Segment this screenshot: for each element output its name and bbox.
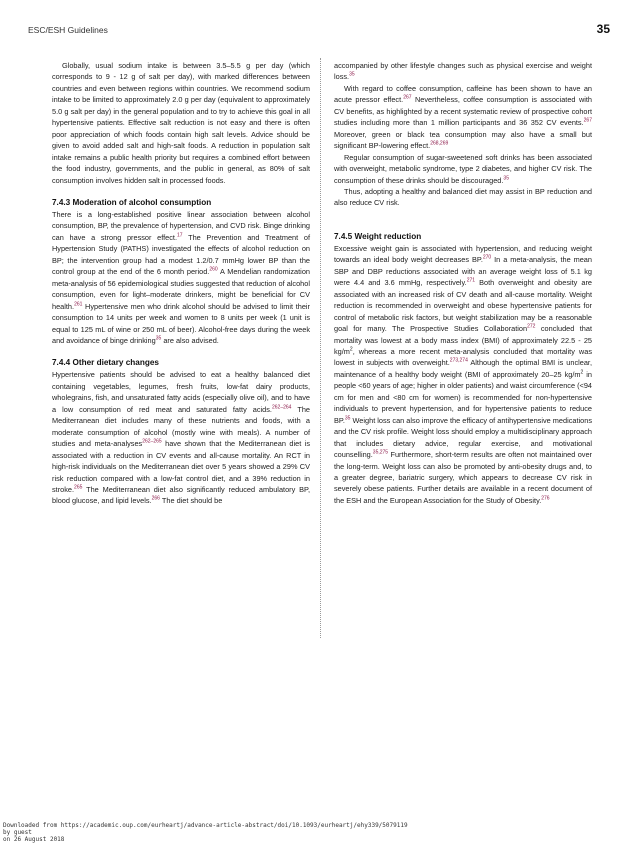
superscript: 2	[580, 369, 584, 376]
download-footer	[3, 822, 408, 843]
diet-continuation-paragraph: accompanied by other lifestyle changes such as physical exercise and weight loss.$^{35}$	[334, 61, 592, 82]
citation[interactable]: 35	[155, 335, 162, 342]
citation[interactable]: 35	[344, 415, 351, 422]
citation[interactable]: 272	[527, 323, 536, 330]
citation[interactable]: 261	[74, 301, 83, 308]
superscript: 2	[349, 346, 353, 353]
right-column	[334, 60, 592, 506]
citation[interactable]: 17	[176, 232, 183, 239]
citation[interactable]: 266	[151, 495, 160, 502]
citation[interactable]: 267	[403, 94, 412, 101]
left-column	[52, 60, 310, 507]
section-heading-alcohol: 7.4.3 Moderation of alcohol consumption	[52, 197, 212, 207]
page-number: 35	[596, 22, 610, 36]
citation[interactable]: 265	[74, 484, 83, 491]
salt-paragraph: Globally, usual sodium intake is between 3.5–5.5 g per day (which corresponds to 9 - 12 g of salt per day), with marked differences between countries and even between regions within countries. We recommend sodium intake to be limited to approximately 2.0 g per day (equivalent to approximately 5.0 g salt per day) in the general population and to try to achieve this goal in all hypertensive patients. Effective salt reduction is not easy and there is often poor appreciation of which foods contain high salt levels. Advice should be given to avoid added salt and high-salt foods. A reduction in population salt intake remains a public health priority but requires a combined effort between the food industry, governments, and the public in general, as 80% of salt consumption involves hidden salt in processed foods.	[52, 61, 310, 185]
citation[interactable]: 262–264	[271, 404, 292, 411]
citation[interactable]: 273,274	[449, 357, 468, 364]
footer-line: by guest	[3, 829, 32, 836]
section-heading-diet: 7.4.4 Other dietary changes	[52, 358, 159, 368]
citation[interactable]: 260	[209, 266, 218, 273]
citation[interactable]: 35	[503, 175, 509, 182]
citation[interactable]: 270	[482, 254, 492, 261]
citation[interactable]: 35,275	[372, 449, 389, 456]
citation[interactable]: 35	[349, 72, 355, 79]
citation[interactable]: 267	[583, 117, 592, 124]
balanced-diet-paragraph: Thus, adopting a healthy and balanced diet may assist in BP reduction and also reduce CV risk.	[334, 186, 592, 208]
footer-line: on 26 August 2018	[3, 836, 65, 843]
column-divider	[320, 58, 321, 638]
coffee-paragraph: With regard to coffee consumption, caffeine has been shown to have an acute pressor effect.$^{267}$ Nevertheless, coffee consumption is associated with CV benefits, as highlighted by a recent systematic review of prospective cohort studies including more than 1 million participants and 36 352 CV events.$^{267}$ Moreover, green or black tea consumption may also have a small but significant BP-lowering effect.$^{268,269}$	[334, 83, 592, 151]
weight-paragraph: Excessive weight gain is associated with hypertension, and reducing weight towards an ideal body weight decreases BP.$^{270}$ In a meta-analysis, the mean SBP and DBP reductions associated with an average weight loss of 5.1 kg were 4.4 and 3.6 mmHg, respectively.$^{271}$ Both overweight and obesity are associated with an increased risk of CV death and all-cause mortality. Weight reduction is recommended in overweight and obese hypertensive patients for control of metabolic risk factors, but weight stabilization may be a reasonable goal for many. The Prospective Studies Collaboration$^{272}$ concluded that mortality was lowest at a body mass index (BMI) of approximately 22.5 - 25 $kg/m^2$, whereas a more recent meta-analysis concluded that mortality was lowest in subjects with overweight.$^{273,274}$ Although the optimal BMI is unclear, maintenance of a healthy body weight (BMI of approximately 20–25 $kg/m^2$ in people <60 years of age; higher in older patients) and waist circumference (<94 cm for men and <80 cm for women) is recommended for non-hypertensive individuals to prevent hypertension, and for hypertensive patients to reduce BP.$^{35}$ Weight loss can also improve the efficacy of antihypertensive medications and the CV risk profile. Weight loss should employ a multidisciplinary approach that includes dietary advice, regular exercise, and motivational counselling.$^{35,275}$ Furthermore, short-term results are often not maintained over the long-term. Weight loss can also be promoted by anti-obesity drugs and, to a greater degree, bariatric surgery, which appears to decrease CV risk in severely obese patients. Further details are available in a recent document of the ESH and the European Association for the Study of Obesity.$^{276}$	[334, 243, 593, 505]
citation[interactable]: 262–265	[142, 438, 162, 445]
page-header	[28, 22, 610, 38]
diet-paragraph: Hypertensive patients should be advised to eat a healthy balanced diet containing vegetables, legumes, fresh fruits, low-fat dairy products, wholegrains, fish, and unsaturated fatty acids (especially olive oil), and to have a low consumption of red meat and saturated fatty acids.$^{262-264}$ The Mediterranean diet includes many of these nutrients and foods, with a moderate consumption of alcohol (mostly wine with meals). A number of studies and meta-analyses$^{262-265}$ have shown that the Mediterranean diet is associated with a reduction in CV events and all-cause mortality. An RCT in high-risk individuals on the Mediterranean diet over 5 years showed a 29% CV risk reduction compared with a low-fat control diet, and a 39% reduction in stroke.$^{265}$ The Mediterranean diet also significantly reduced ambulatory BP, blood glucose, and lipid levels.$^{266}$ The diet should be	[52, 370, 311, 506]
citation[interactable]: 276	[541, 495, 550, 502]
alcohol-paragraph: There is a long-established positive linear association between alcohol consumption, BP, the prevalence of hypertension, and CVD risk. Binge drinking can have a strong pressor effect.$^{17}$ The Prevention and Treatment of Hypertension Study (PATHS) investigated the effects of alcohol reduction on BP; the intervention group had a modest 1.2/0.7 mmHg lower BP than the control group at the end of the 6 month period.$^{260}$ A Mendelian randomization meta-analysis of 56 epidemiological studies suggested that reduction of alcohol consumption, even for light–moderate drinkers, might be beneficial for CV health.$^{261}$ Hypertensive men who drink alcohol should be advised to limit their consumption to 14 units per week and women to 8 units per week (1 unit is equal to 125 mL of wine or 250 mL of beer). Alcohol-free days during the week and avoidance of binge drinking$^{35}$ are also advised.	[52, 209, 310, 345]
section-heading-weight: 7.4.5 Weight reduction	[334, 231, 422, 241]
citation[interactable]: 268,269	[430, 140, 449, 147]
running-head: ESC/ESH Guidelines	[28, 25, 108, 35]
soft-drinks-paragraph: Regular consumption of sugar-sweetened soft drinks has been associated with overweight, metabolic syndrome, type 2 diabetes, and higher CV risk. The consumption of these drinks should be discouraged.$^{35}$	[334, 152, 592, 185]
footer-line[interactable]: Downloaded from https://academic.oup.com/eurheartj/advance-article-abstract/doi/10.1093/eurheartj/ehy339/5079119	[3, 822, 408, 829]
citation[interactable]: 271	[466, 277, 476, 284]
